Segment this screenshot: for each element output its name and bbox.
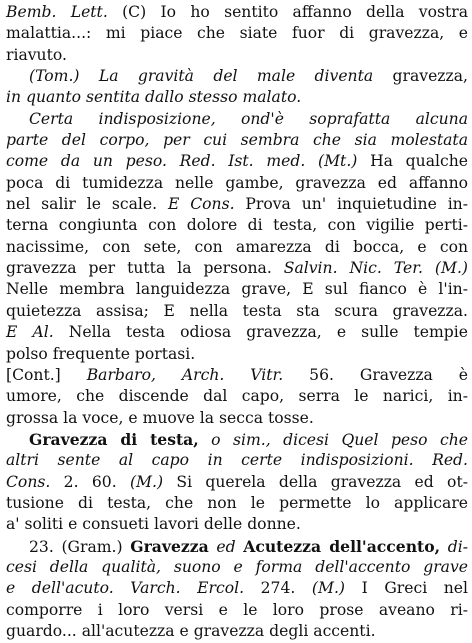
italic-text: E Al. (6, 323, 54, 342)
italic-text: in quanto sentita dallo stesso malato. (6, 88, 302, 107)
italic-text: ed (208, 537, 244, 556)
italic-text: e dell'acuto. Varch. Ercol. (6, 579, 245, 598)
italic-text: cesi della qualità, suono e forma dell'accento grave (6, 557, 468, 576)
body-text: a' soliti e consueti lavori delle donne. (6, 515, 301, 534)
text-line (6, 215, 468, 236)
italic-text: come da un peso. Red. Ist. med. (6, 152, 306, 171)
body-text: malattia...: mi piace che siate fuor di gravezza, e (6, 24, 468, 43)
text-line (6, 2, 468, 23)
body-text: poca di tumidezza nelle gambe, gravezza ed affanno (6, 173, 468, 192)
italic-text: (Tom.) (29, 67, 99, 86)
body-text: tusione di testa, che non le permette lo applicare (6, 493, 468, 512)
italic-text: La gravità del male diventa (98, 67, 374, 86)
body-text: 274. (244, 579, 312, 598)
body-text: grossa la voce, e muove la secca tosse. (6, 408, 314, 427)
italic-text: Certa indisposizione, ond'è soprafatta alcuna (29, 109, 468, 128)
italic-text: (Mt.) (305, 152, 371, 171)
text-line (6, 472, 468, 493)
text-line (6, 600, 468, 621)
text-line (6, 173, 468, 194)
text-line (6, 514, 468, 535)
bold-text: Gravezza di testa, (29, 429, 199, 449)
text-line (6, 621, 468, 642)
body-text: I Greci nel (345, 579, 469, 598)
text-line (6, 536, 468, 557)
body-text: 2. 60. (50, 472, 130, 491)
body-text: gravezza, (373, 67, 468, 86)
text-line (6, 301, 468, 322)
text-line (6, 130, 468, 151)
body-text: Ha qualche (370, 152, 468, 171)
body-text: nel salir le scale. (6, 195, 168, 214)
text-line (6, 279, 468, 300)
body-text: guardo... all'acutezza e gravezza degli accenti. (6, 621, 376, 640)
body-text: polso frequente portasi. (6, 344, 196, 363)
dictionary-page-text (6, 2, 468, 642)
text-line (6, 429, 468, 450)
body-text: Io ho sentito affanno della vostra (160, 3, 469, 21)
text-line (6, 87, 468, 108)
text-line (6, 23, 468, 44)
body-text: riavuto. (6, 45, 67, 64)
body-text: 56. Gravezza è (283, 365, 468, 384)
text-line (6, 578, 468, 599)
italic-text: di- (440, 537, 468, 556)
italic-text: E Cons. (167, 195, 235, 214)
italic-text: altri sente al capo in certe indisposizioni. Red. (6, 451, 468, 470)
text-line (6, 386, 468, 407)
body-text: gravezza per tutta la persona. (6, 259, 284, 278)
bold-text: Gravezza (130, 536, 209, 556)
text-line (6, 557, 468, 578)
italic-text: Cons. (6, 472, 51, 491)
body-text: (C) (107, 3, 161, 21)
body-text: Nelle membra languidezza grave, E sul fianco è l'in- (6, 280, 468, 299)
text-line (6, 450, 468, 471)
italic-text: o sim., dicesi Quel peso che (198, 430, 468, 449)
body-text: umore, che discende dal capo, serra le narici, in- (6, 387, 468, 406)
italic-text: Barbaro, Arch. Vitr. (86, 365, 284, 384)
body-text: Prova un' inquietudine in- (234, 195, 468, 214)
italic-text: parte del corpo, per cui sembra che sia molestata (6, 131, 468, 150)
body-text: Nella testa odiosa gravezza, e sulle tempie (53, 323, 468, 342)
text-line (6, 408, 468, 429)
text-line (6, 45, 468, 66)
text-line (6, 151, 468, 172)
text-line (6, 493, 468, 514)
body-text: comporre i loro versi e le loro prose aveano ri- (6, 600, 468, 619)
italic-text: (M.) (129, 472, 164, 491)
italic-text: Salvin. Nic. Ter. (283, 259, 423, 278)
text-line (6, 109, 468, 130)
body-text: 23. (Gram.) (29, 537, 131, 556)
body-text: [Cont.] (6, 365, 87, 384)
text-line (6, 258, 468, 279)
body-text: terna congiunta con dolore di testa, con vigilie perti- (6, 216, 468, 235)
italic-text: (M.) (311, 579, 346, 598)
italic-text: Bemb. Lett. (6, 3, 108, 21)
text-line (6, 237, 468, 258)
text-line (6, 322, 468, 343)
body-text: quietezza assisa; E nella testa sta scura gravezza. (6, 301, 468, 320)
body-text: Si querela della gravezza ed ot- (163, 472, 468, 491)
text-line (6, 344, 468, 365)
italic-text: (M.) (422, 259, 468, 278)
text-line (6, 194, 468, 215)
text-line (6, 66, 468, 87)
body-text: nacissime, con sete, con amarezza di bocca, e con (6, 237, 468, 256)
text-line (6, 365, 468, 386)
bold-text: Acutezza dell'accento, (243, 536, 441, 556)
